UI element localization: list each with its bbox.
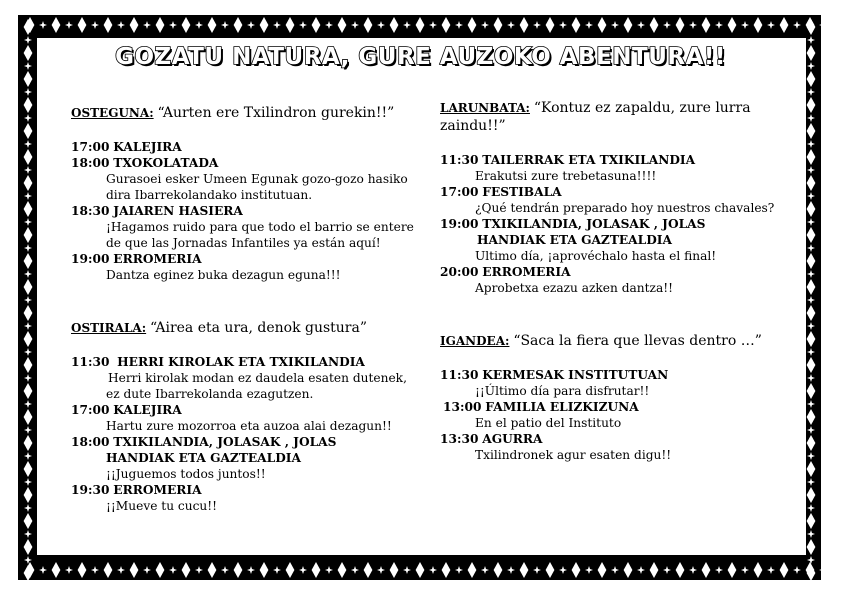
event-description: ¡¡Último día para disfrutar!! xyxy=(475,384,650,398)
event-description: Herri kirolak modan ez daudela esaten dutenek, xyxy=(108,371,407,385)
day-name: IGANDEA: xyxy=(440,334,510,348)
schedule-event: 11:30 KERMESAK INSTITUTUAN xyxy=(440,368,669,382)
day-name: LARUNBATA: xyxy=(440,101,530,115)
day-quote: “Aurten ere Txilindron gurekin!!” xyxy=(157,105,395,121)
schedule-event: 17:00 KALEJIRA xyxy=(71,140,182,154)
schedule-event: 18:30 JAIAREN HASIERA xyxy=(71,204,243,218)
day-quote: “Airea eta ura, denok gustura” xyxy=(150,320,368,336)
event-description: ¡¡Mueve tu cucu!! xyxy=(106,499,218,513)
event-title-continued: HANDIAK ETA GAZTEALDIA xyxy=(477,233,672,247)
schedule-event: 13:30 AGURRA xyxy=(440,432,543,446)
event-description: ez dute Ibarrekolanda ezagutzen. xyxy=(106,387,314,401)
day-heading-thursday xyxy=(71,104,416,122)
page-title: GOZATU NATURA, GURE AUZOKO ABENTURA!! xyxy=(115,44,726,70)
event-description: Aprobetxa ezazu azken dantza!! xyxy=(475,281,674,295)
day-quote: “Saca la fiera que llevas dentro …” xyxy=(513,333,762,349)
event-description: dira Ibarrekolandako institutuan. xyxy=(106,188,313,202)
schedule-event: 19:00 TXIKILANDIA, JOLASAK , JOLAS xyxy=(440,217,706,231)
event-description: Hartu zure mozorroa eta auzoa alai dezagun!! xyxy=(106,419,392,433)
event-description: En el patio del Instituto xyxy=(475,416,622,430)
schedule-event: 11:30 HERRI KIROLAK ETA TXIKILANDIA xyxy=(71,355,365,369)
schedule-event: 19:30 ERROMERIA xyxy=(71,483,202,497)
event-description: Erakutsi zure trebetasuna!!!! xyxy=(475,169,657,183)
day-name: OSTEGUNA: xyxy=(71,106,154,120)
event-description: ¿Qué tendrán preparado hoy nuestros chavales? xyxy=(475,201,775,215)
event-description: ¡Hagamos ruido para que todo el barrio se entere xyxy=(106,220,414,234)
schedule-event: 18:00 TXOKOLATADA xyxy=(71,156,219,170)
event-description: ¡¡Juguemos todos juntos!! xyxy=(106,467,266,481)
day-heading-friday xyxy=(71,319,416,337)
day-name: OSTIRALA: xyxy=(71,321,147,335)
schedule-event: 17:00 KALEJIRA xyxy=(71,403,182,417)
event-description: de que las Jornadas Infantiles ya están aquí! xyxy=(106,236,381,250)
event-description: Gurasoei esker Umeen Egunak gozo-gozo hasiko xyxy=(106,172,408,186)
day-quote-continued: zaindu!!” xyxy=(440,118,506,134)
event-description: Txilindronek agur esaten digu!! xyxy=(475,448,672,462)
left-column xyxy=(71,104,416,514)
event-description: Ultimo día, ¡aprovéchalo hasta el final! xyxy=(475,249,717,263)
schedule-event: 17:00 FESTIBALA xyxy=(440,185,562,199)
event-description: Dantza eginez buka dezagun eguna!!! xyxy=(106,268,341,282)
schedule-event: 20:00 ERROMERIA xyxy=(440,265,571,279)
schedule-event: 11:30 TAILERRAK ETA TXIKILANDIA xyxy=(440,153,696,167)
event-title-continued: HANDIAK ETA GAZTEALDIA xyxy=(106,451,301,465)
day-heading-saturday xyxy=(440,99,785,117)
day-quote: “Kontuz ez zapaldu, zure lurra xyxy=(533,100,751,116)
right-column xyxy=(440,99,785,463)
schedule-event: 19:00 ERROMERIA xyxy=(71,252,202,266)
day-heading-sunday xyxy=(440,332,785,350)
schedule-event: 18:00 TXIKILANDIA, JOLASAK , JOLAS xyxy=(71,435,337,449)
schedule-event: 13:00 FAMILIA ELIZKIZUNA xyxy=(443,400,639,414)
